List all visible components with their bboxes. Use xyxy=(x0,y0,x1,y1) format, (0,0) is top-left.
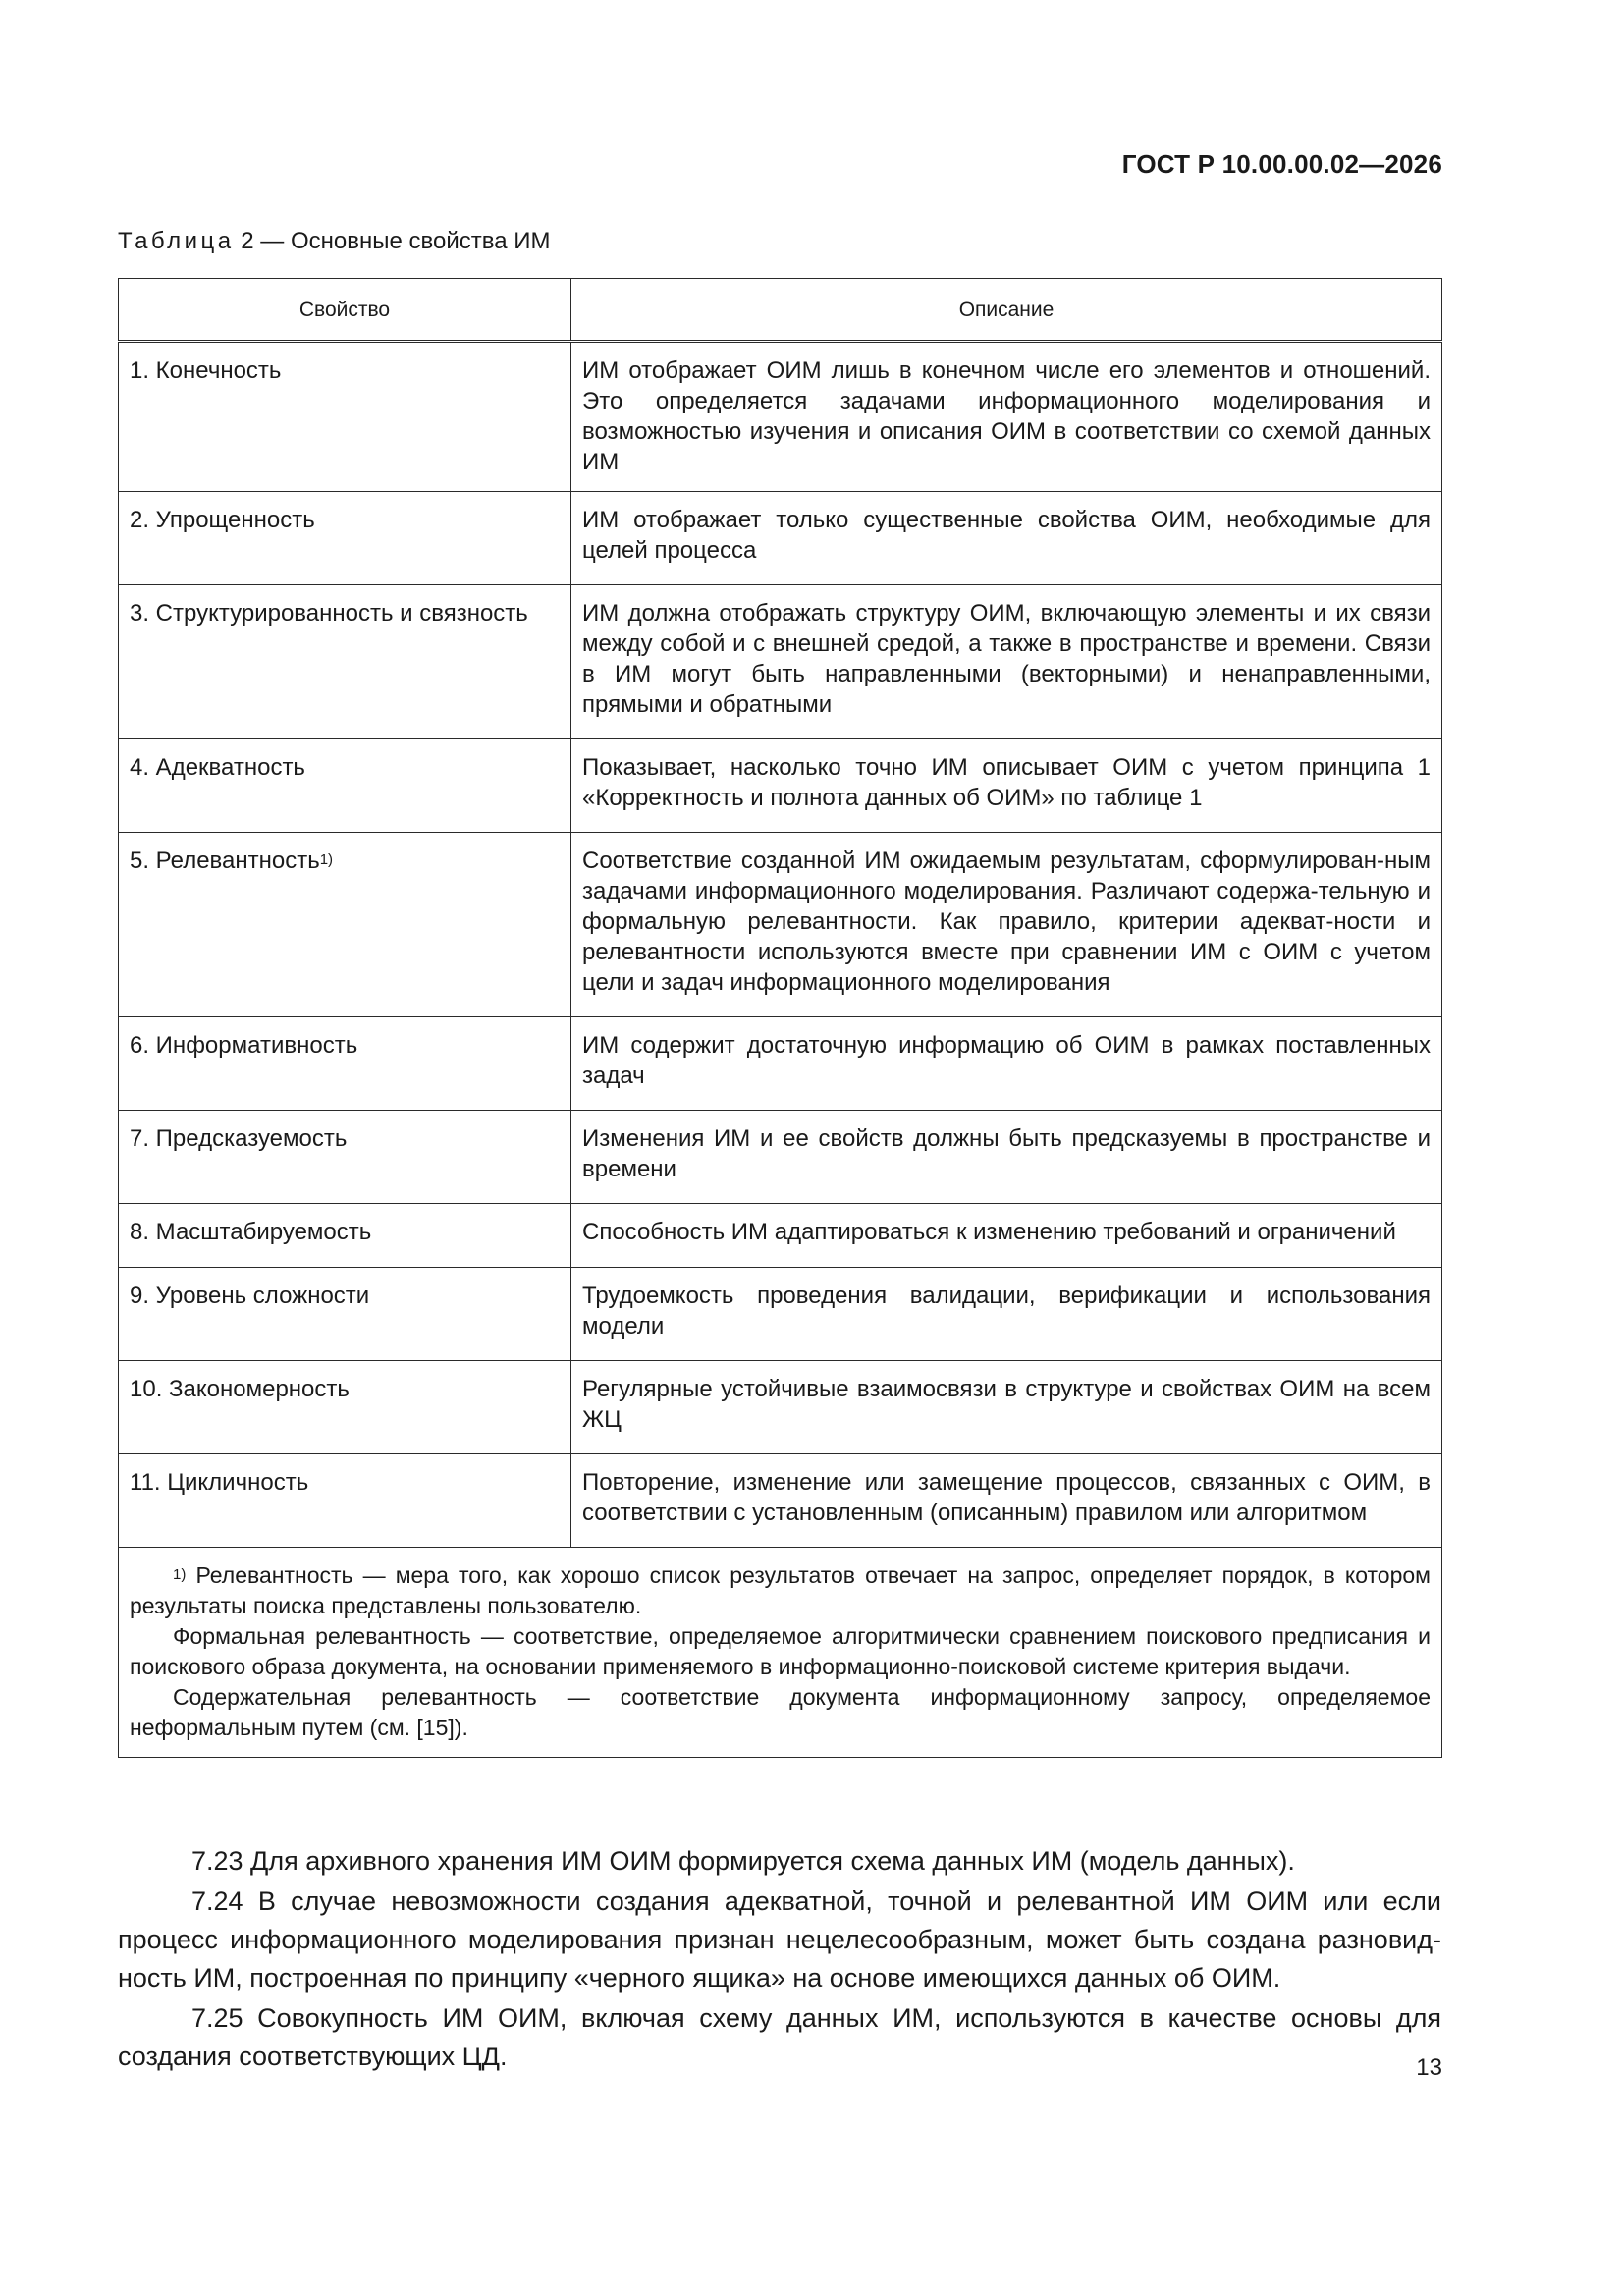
description-cell: Показывает, насколько точно ИМ описывает ОИМ с учетом принципа 1 «Корректность и полнота данных об ОИМ» по таблице 1 xyxy=(571,739,1442,833)
property-cell: 6. Информативность xyxy=(119,1017,571,1111)
description-cell: Соответствие созданной ИМ ожидаемым результатам, сформулирован-ным задачами информационного моделирования. Различают содержа-тельную и формальную релевантности. Как правило, критерии адекват-ности и релевантности используются вместе при сравнении ИМ с ОИМ с учетом цели и задач информационного моделирования xyxy=(571,833,1442,1017)
table-row xyxy=(119,585,1442,739)
description-cell: ИМ содержит достаточную информацию об ОИМ в рамках поставленных задач xyxy=(571,1017,1442,1111)
footnote-marker: 1) xyxy=(173,1566,187,1583)
property-cell: 4. Адекватность xyxy=(119,739,571,833)
table-row xyxy=(119,1361,1442,1454)
description-cell: ИМ отображает ОИМ лишь в конечном числе его элементов и отношений. Это определяется задачами информационного моделирования и возможностью изучения и описания ОИМ в соответствии со схемой данных ИМ xyxy=(571,342,1442,492)
table-row xyxy=(119,1454,1442,1548)
property-cell xyxy=(119,833,571,1017)
footnote-reference: 1) xyxy=(319,851,334,868)
property-cell: 10. Закономерность xyxy=(119,1361,571,1454)
page-number: 13 xyxy=(1416,2054,1442,2081)
property-cell: 7. Предсказуемость xyxy=(119,1111,571,1204)
table-row xyxy=(119,342,1442,492)
description-cell: ИМ отображает только существенные свойства ОИМ, необходимые для целей процесса xyxy=(571,492,1442,585)
table-row xyxy=(119,1017,1442,1111)
table-row xyxy=(119,739,1442,833)
property-cell: 11. Цикличность xyxy=(119,1454,571,1548)
column-header-property: Свойство xyxy=(119,279,571,342)
document-code: ГОСТ Р 10.00.00.02—2026 xyxy=(1121,149,1442,179)
table-footnote-row xyxy=(119,1548,1442,1758)
description-cell: Изменения ИМ и ее свойств должны быть предсказуемы в пространстве и времени xyxy=(571,1111,1442,1204)
description-cell: Способность ИМ адаптироваться к изменению требований и ограничений xyxy=(571,1204,1442,1268)
footnote-paragraph: Формальная релевантность — соответствие, определяемое алгоритмически сравнением поискового предписания и поискового образа документа, на основании применяемого в информационно-поисковой системе критерия выдачи. xyxy=(130,1623,1431,1679)
body-text xyxy=(118,1842,1441,2078)
property-cell: 8. Масштабируемость xyxy=(119,1204,571,1268)
table-caption-title: 2 — Основные свойства ИМ xyxy=(234,228,551,254)
table-caption xyxy=(118,228,550,255)
table-row xyxy=(119,1204,1442,1268)
properties-table xyxy=(118,278,1442,1758)
clause-7-24: 7.24 В случае невозможности создания адекватной, точной и релевантной ИМ ОИМ или если процесс информационного моделирования признан нецелесообразным, может быть создана разновид-ность ИМ, построенная по принципу «черного ящика» на основе имеющихся данных об ОИМ. xyxy=(118,1886,1441,1993)
table-row xyxy=(119,833,1442,1017)
table-row xyxy=(119,1268,1442,1361)
table-caption-label: Таблица xyxy=(118,228,235,254)
footnote-paragraph: Содержательная релевантность — соответствие документа информационному запросу, определяемое неформальным путем (см. [15]). xyxy=(130,1684,1431,1740)
footnote-paragraph xyxy=(130,1560,1431,1621)
description-cell: Трудоемкость проведения валидации, верификации и использования модели xyxy=(571,1268,1442,1361)
clause-7-25: 7.25 Совокупность ИМ ОИМ, включая схему данных ИМ, используются в качестве основы для создания соответствующих ЦД. xyxy=(118,2003,1441,2071)
footnote-text: Релевантность — мера того, как хорошо список результатов отвечает на запрос, определяет порядок, в котором результаты поиска представлены пользователю. xyxy=(130,1562,1431,1618)
table-footnote xyxy=(119,1548,1442,1758)
description-cell: Повторение, изменение или замещение процессов, связанных с ОИМ, в соответствии с установленным (описанным) правилом или алгоритмом xyxy=(571,1454,1442,1548)
clause-7-23: 7.23 Для архивного хранения ИМ ОИМ формируется схема данных ИМ (модель данных). xyxy=(191,1846,1295,1876)
property-cell: 1. Конечность xyxy=(119,342,571,492)
property-cell: 3. Структурированность и связность xyxy=(119,585,571,739)
table-header-row xyxy=(119,279,1442,342)
column-header-description: Описание xyxy=(571,279,1442,342)
property-cell: 9. Уровень сложности xyxy=(119,1268,571,1361)
property-cell: 2. Упрощенность xyxy=(119,492,571,585)
table-row xyxy=(119,492,1442,585)
table-row xyxy=(119,1111,1442,1204)
description-cell: ИМ должна отображать структуру ОИМ, включающую элементы и их связи между собой и с внешней средой, а также в пространстве и времени. Связи в ИМ могут быть направленными (векторными) и ненаправленными, прямыми и обратными xyxy=(571,585,1442,739)
property-label: 5. Релевантность xyxy=(130,847,320,874)
description-cell: Регулярные устойчивые взаимосвязи в структуре и свойствах ОИМ на всем ЖЦ xyxy=(571,1361,1442,1454)
